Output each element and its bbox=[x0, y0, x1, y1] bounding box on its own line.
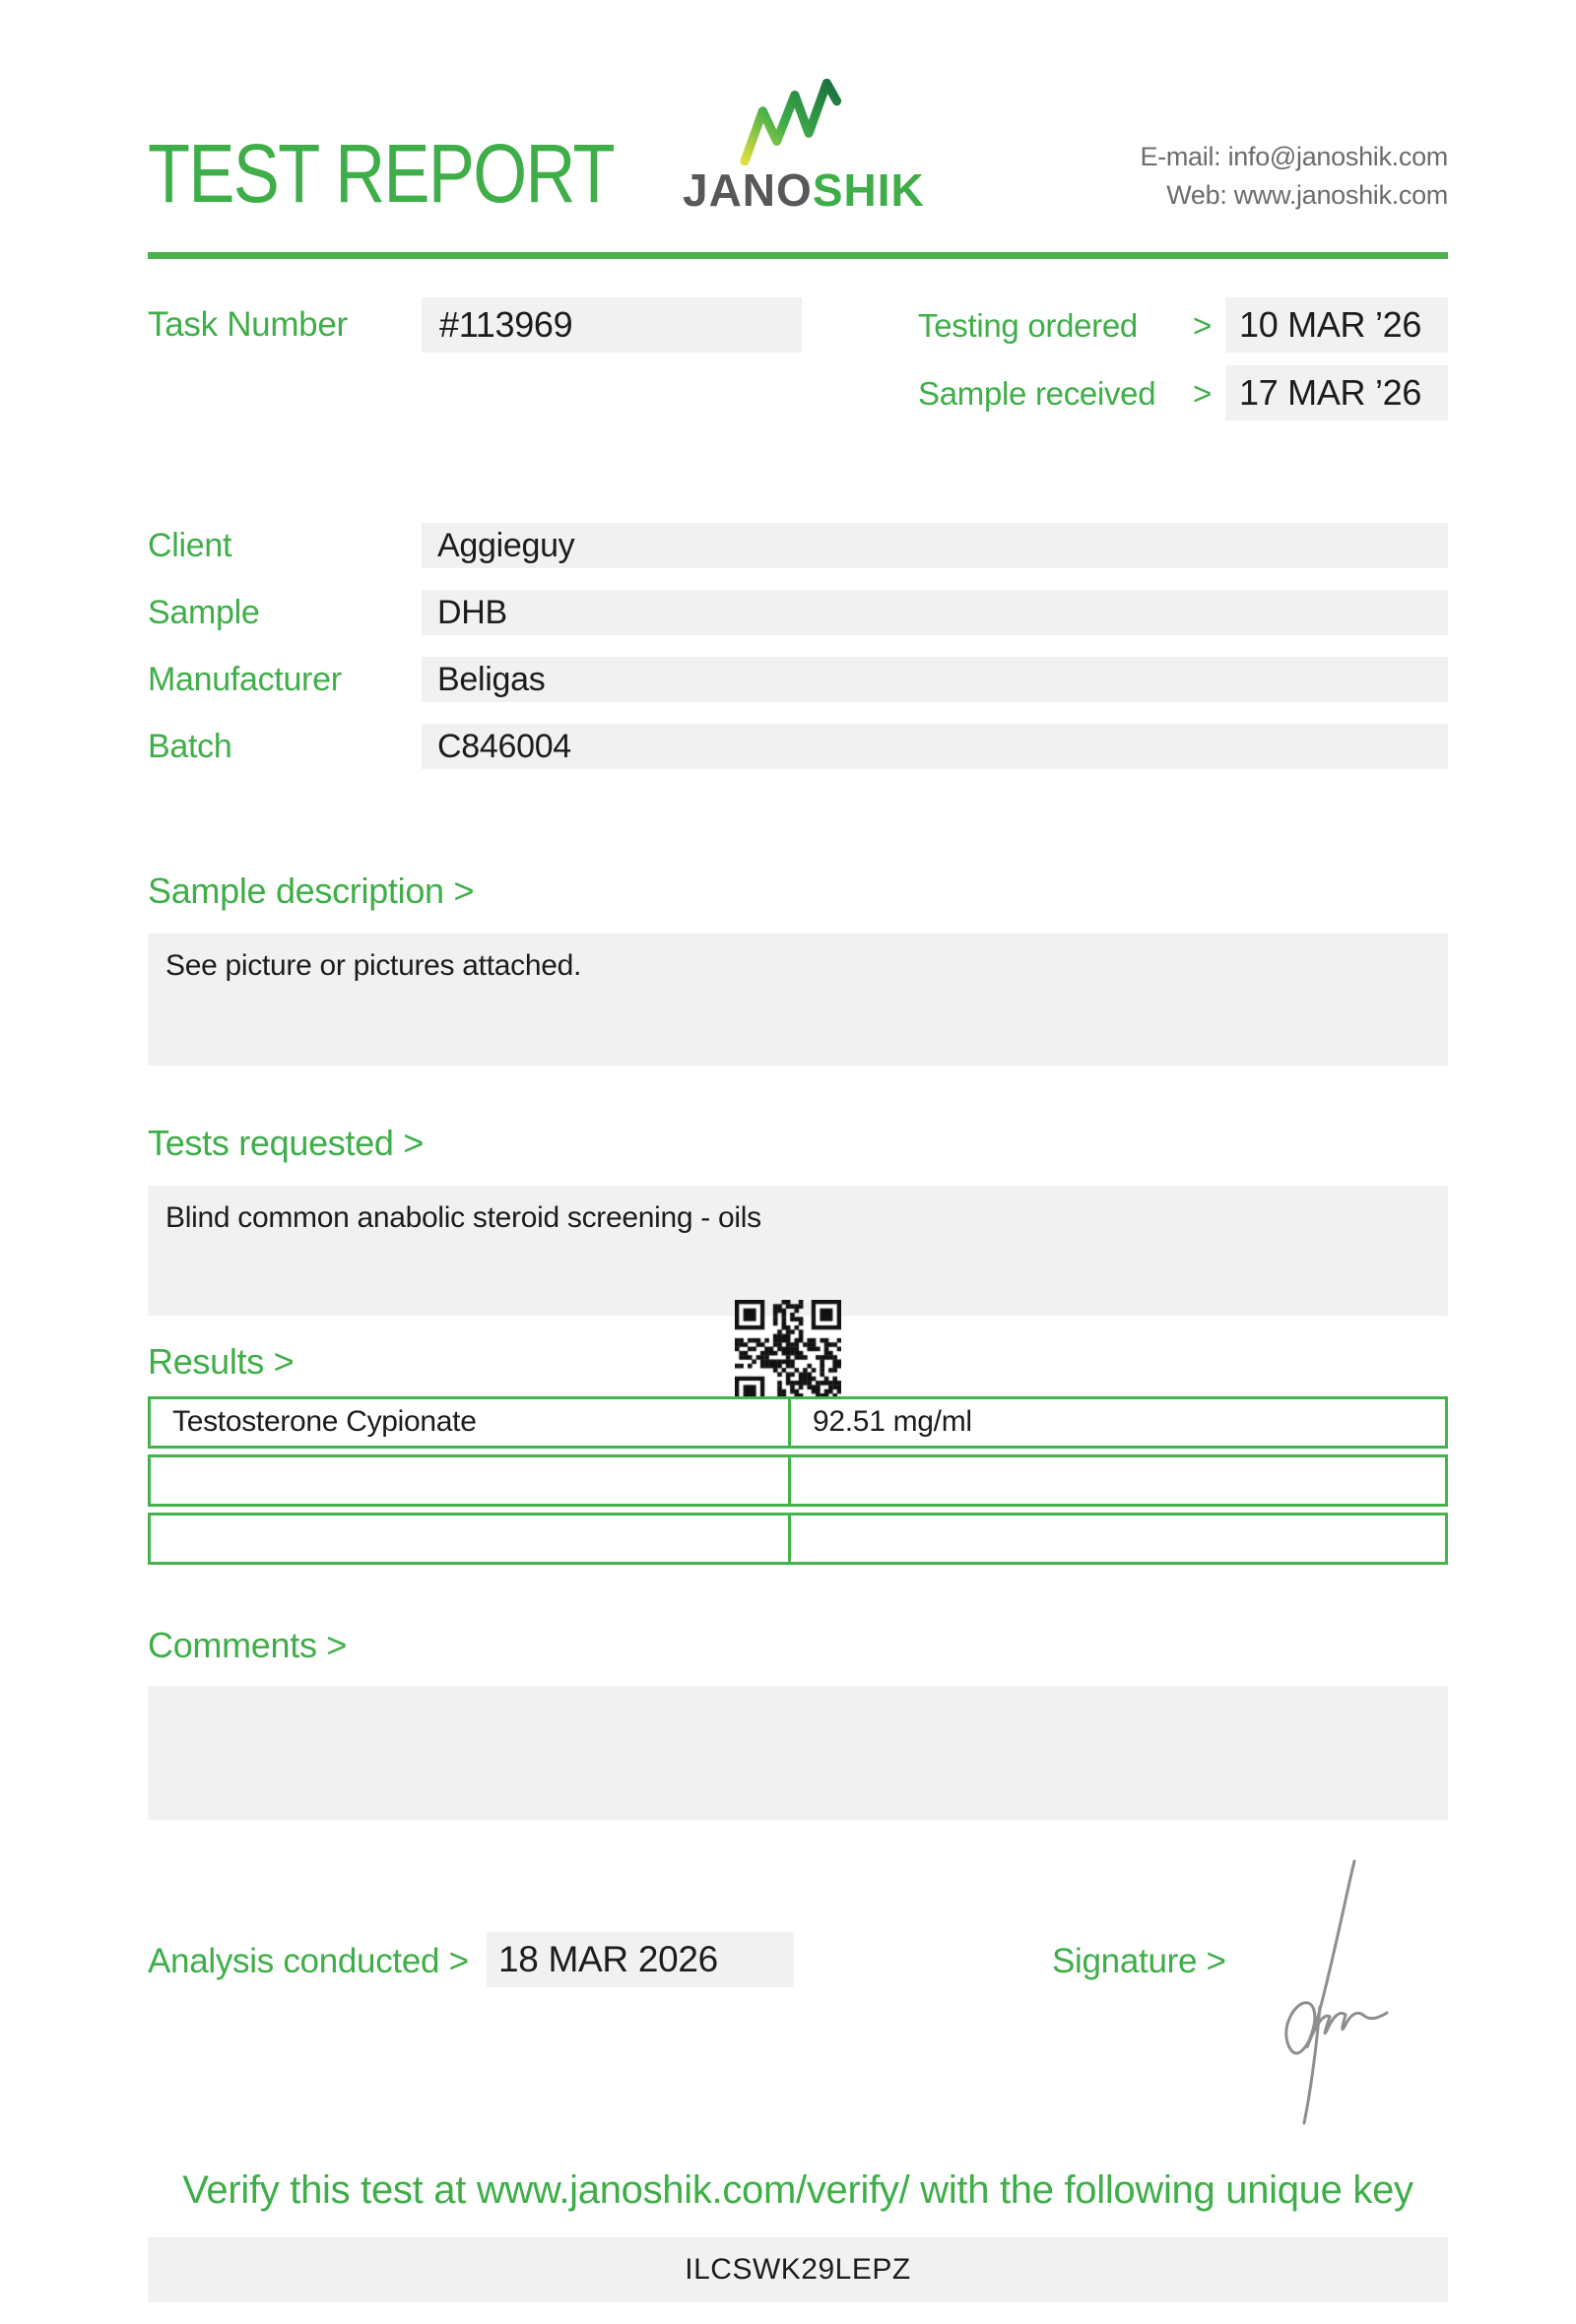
analysis-date-value: 18 MAR 2026 bbox=[487, 1932, 794, 1987]
arrow-glyph: > bbox=[1193, 307, 1212, 344]
comments-box bbox=[148, 1686, 1448, 1820]
tests-requested-heading: Tests requested > bbox=[148, 1123, 425, 1163]
batch-label: Batch bbox=[148, 728, 232, 765]
sample-value: DHB bbox=[422, 590, 1448, 635]
testing-ordered-value: 10 MAR ’26 bbox=[1225, 297, 1448, 353]
growth-chart-icon bbox=[739, 75, 867, 165]
page-title: TEST REPORT bbox=[148, 127, 614, 220]
task-number-value: #113969 bbox=[422, 297, 802, 353]
results-table bbox=[148, 1396, 1448, 1571]
sample-received-value: 17 MAR ’26 bbox=[1225, 365, 1448, 420]
contact-email: E-mail: info@janoshik.com bbox=[1140, 142, 1448, 171]
sample-received-label: Sample received > bbox=[918, 375, 1212, 412]
comments-heading: Comments > bbox=[148, 1625, 348, 1665]
client-label: Client bbox=[148, 527, 232, 564]
result-value bbox=[791, 1457, 1445, 1504]
sample-description-heading: Sample description > bbox=[148, 871, 475, 911]
signature-label: Signature > bbox=[1052, 1942, 1226, 1980]
signature-scribble bbox=[1261, 1849, 1409, 2140]
result-analyte bbox=[151, 1516, 791, 1562]
header-divider bbox=[148, 252, 1448, 259]
tests-requested-box: Blind common anabolic steroid screening - oils bbox=[148, 1186, 1448, 1316]
results-heading: Results > bbox=[148, 1341, 295, 1382]
logo-word-gray: JANO bbox=[683, 164, 813, 216]
analysis-conducted-label: Analysis conducted > bbox=[148, 1942, 469, 1980]
unique-key-value: ILCSWK29LEPZ bbox=[148, 2237, 1448, 2302]
batch-value: C846004 bbox=[422, 724, 1448, 769]
results-table-row bbox=[148, 1454, 1448, 1507]
result-analyte bbox=[151, 1457, 791, 1504]
sample-label: Sample bbox=[148, 594, 260, 631]
contact-web: Web: www.janoshik.com bbox=[1166, 180, 1448, 210]
verify-text: Verify this test at www.janoshik.com/verify/ with the following unique key bbox=[182, 2168, 1413, 2212]
client-value: Aggieguy bbox=[422, 523, 1448, 568]
result-analyte: Testosterone Cypionate bbox=[151, 1399, 791, 1446]
manufacturer-value: Beligas bbox=[422, 657, 1448, 702]
contact-info bbox=[985, 138, 1448, 215]
logo-word-green: SHIK bbox=[812, 164, 925, 216]
manufacturer-label: Manufacturer bbox=[148, 661, 342, 698]
sample-description-box: See picture or pictures attached. bbox=[148, 934, 1448, 1065]
arrow-glyph: > bbox=[1193, 375, 1212, 412]
result-value bbox=[791, 1516, 1445, 1562]
qr-code bbox=[735, 1300, 841, 1406]
task-number-label: Task Number bbox=[148, 305, 348, 344]
results-table-row bbox=[148, 1513, 1448, 1565]
result-value: 92.51 mg/ml bbox=[813, 1405, 972, 1438]
logo-wordmark bbox=[683, 163, 925, 217]
testing-ordered-label: Testing ordered > bbox=[918, 307, 1212, 344]
results-table-row bbox=[148, 1396, 1448, 1449]
